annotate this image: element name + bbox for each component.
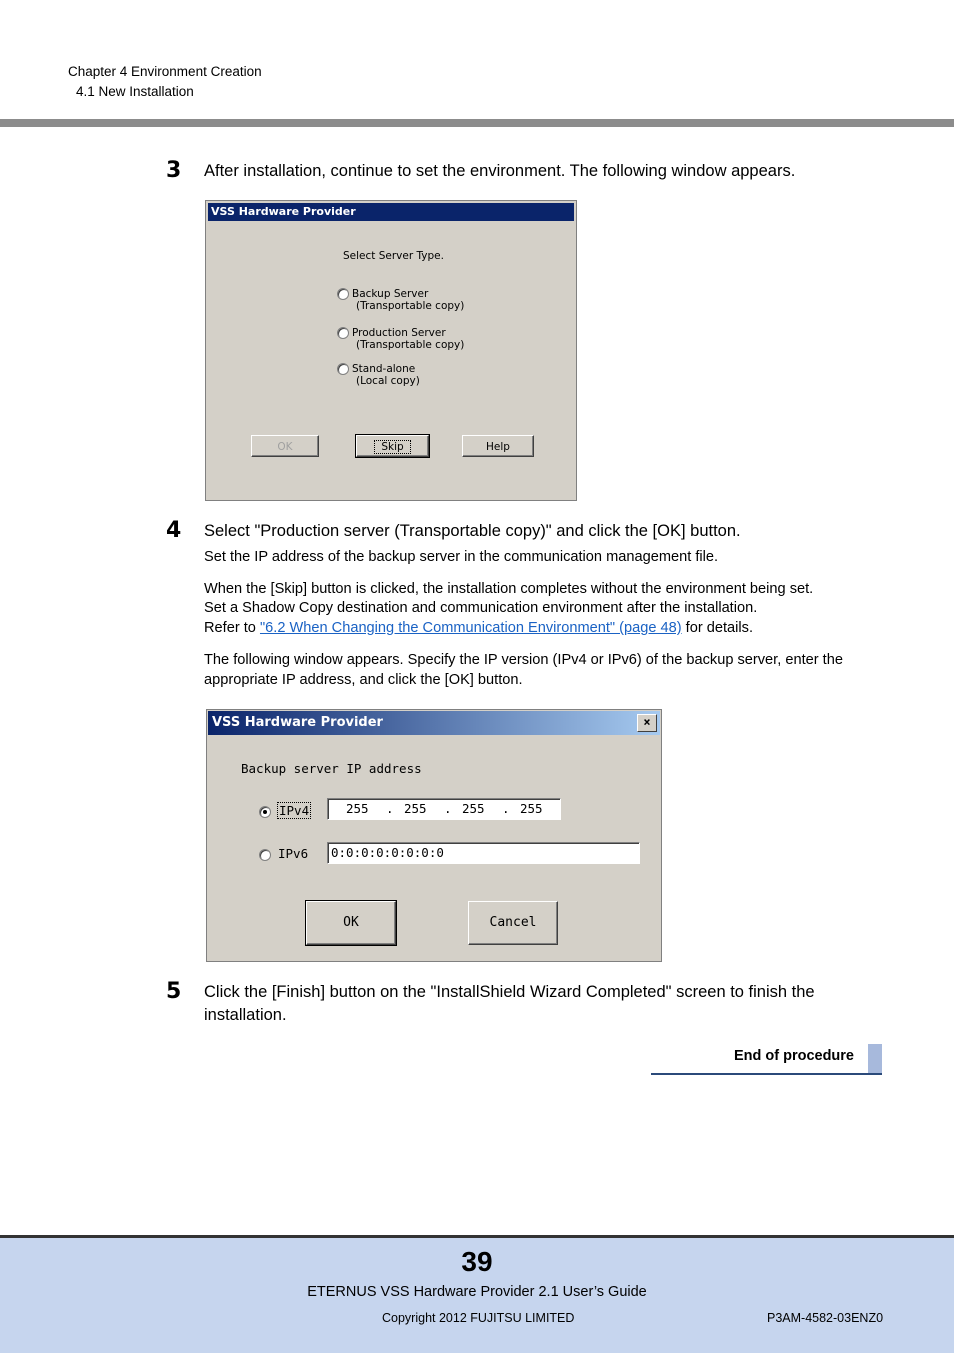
production-server-sublabel: (Transportable copy) [356, 339, 465, 351]
production-server-radio[interactable] [337, 327, 349, 339]
copyright: Copyright 2012 FUJITSU LIMITED [382, 1311, 575, 1325]
production-server-label: Production Server [352, 327, 446, 339]
skip-button[interactable] [356, 435, 429, 457]
ip-address-dialog [206, 709, 662, 962]
ok-button[interactable]: OK [251, 435, 319, 457]
select-server-type-prompt: Select Server Type. [343, 250, 444, 262]
backup-server-label: Backup Server [352, 288, 429, 300]
step-4-refer [204, 619, 904, 639]
backup-ip-label: Backup server IP address [241, 761, 422, 776]
cancel-button[interactable]: Cancel [468, 901, 558, 945]
ipv4-dot: . [386, 801, 394, 816]
radio-selected-dot [263, 810, 267, 814]
ipv4-octet-2: 255 [404, 801, 427, 816]
guide-title: ETERNUS VSS Hardware Provider 2.1 User’s Guide [307, 1284, 647, 1300]
backup-server-radio[interactable] [337, 288, 349, 300]
section-heading: 4.1 New Installation [76, 84, 194, 99]
server-type-dialog [205, 200, 577, 501]
step-4-note-shadow: Set a Shadow Copy destination and communication environment after the installation. [204, 600, 758, 616]
end-of-procedure-marker [651, 1044, 882, 1075]
step-5-text: Click the [Finish] button on the "InstallShield Wizard Completed" screen to finish the installation. [204, 983, 815, 1024]
ipv6-label: IPv6 [278, 846, 309, 861]
ipv4-radio[interactable] [259, 806, 271, 818]
refer-suffix: for details. [681, 620, 754, 636]
ipv4-octet-3: 255 [462, 801, 485, 816]
ipv4-label: IPv4 [279, 803, 310, 818]
step-4-number: 4 [166, 518, 182, 543]
page-number: 39 [461, 1246, 493, 1277]
step-4-note-skip: When the [Skip] button is clicked, the installation completes without the environment being set. [204, 581, 814, 597]
step-4-note-window: The following window appears. Specify the IP version (IPv4 or IPv6) of the backup server, enter the appropriate IP address, and click the [OK] button. [204, 652, 843, 688]
stand-alone-label: Stand-alone [352, 363, 416, 375]
backup-server-sublabel: (Transportable copy) [356, 300, 465, 312]
ipv4-octet-4: 255 [520, 801, 543, 816]
step-4-note-ip: Set the IP address of the backup server in the communication management file. [204, 549, 719, 565]
dialog-title-bar: VSS Hardware Provider [208, 203, 574, 221]
communication-environment-link[interactable]: "6.2 When Changing the Communication Environment" (page 48) [259, 620, 682, 636]
chapter-heading: Chapter 4 Environment Creation [68, 64, 262, 79]
stand-alone-radio[interactable] [337, 363, 349, 375]
dialog-title-bar: VSS Hardware Provider [208, 711, 660, 735]
ok-button[interactable]: OK [306, 901, 396, 945]
end-of-procedure-block [868, 1044, 882, 1073]
close-icon[interactable]: × [637, 714, 657, 732]
page-footer [0, 1235, 954, 1353]
ipv4-octet-1: 255 [346, 801, 369, 816]
ipv4-address-field[interactable] [327, 798, 561, 820]
header-divider [0, 119, 954, 127]
stand-alone-sublabel: (Local copy) [356, 375, 420, 387]
help-button[interactable]: Help [462, 435, 534, 457]
step-5-number: 5 [166, 979, 182, 1004]
ipv4-dot: . [444, 801, 452, 816]
end-of-procedure-label: End of procedure [733, 1048, 854, 1064]
step-3-text: After installation, continue to set the environment. The following window appears. [204, 162, 796, 180]
step-4-text: Select "Production server (Transportable copy)" and click the [OK] button. [204, 522, 741, 540]
refer-prefix: Refer to [204, 620, 260, 636]
step-3-number: 3 [166, 158, 182, 183]
ipv6-address-field[interactable]: 0:0:0:0:0:0:0:0 [327, 842, 640, 864]
ipv6-radio[interactable] [259, 849, 271, 861]
skip-button-label: Skip [374, 440, 410, 454]
document-code: P3AM-4582-03ENZ0 [767, 1311, 884, 1325]
ipv4-dot: . [502, 801, 510, 816]
